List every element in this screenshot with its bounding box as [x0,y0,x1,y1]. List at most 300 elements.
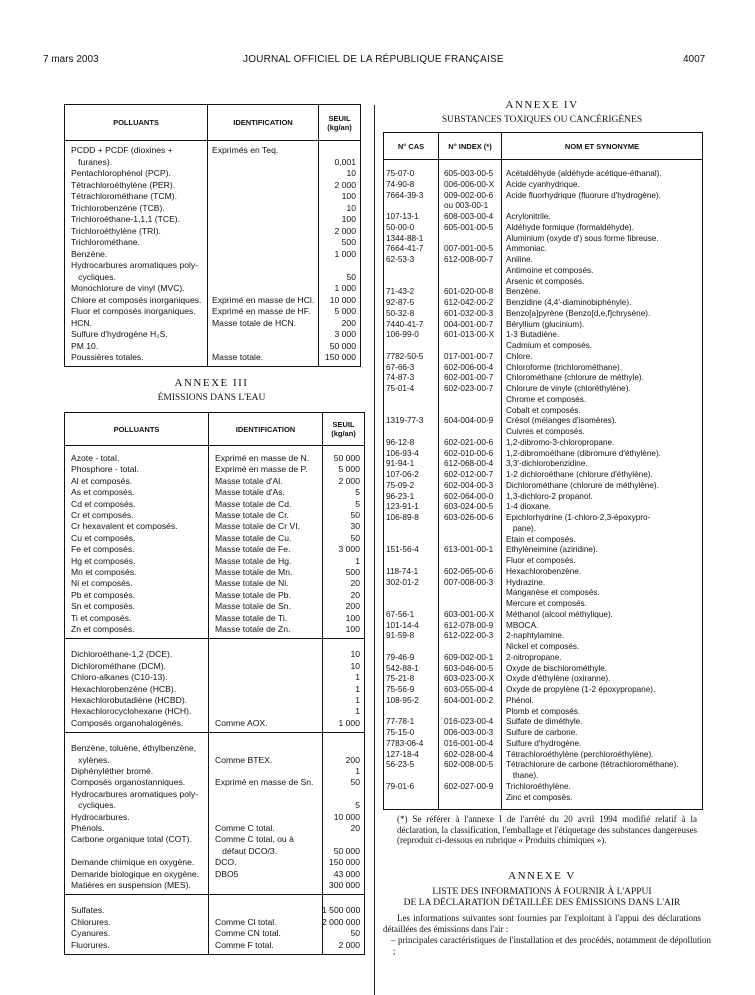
polluant-cell: Azote - total. [71,453,120,463]
header-seuil: SEUIL (kg/an) [327,113,352,132]
polluant-cell: Hexachlorocyclohexane (HCH). [71,706,192,717]
cas-number-cell: 67-66-3 [386,362,415,372]
seuil-cell: 10 [346,168,356,178]
table-row [384,201,702,212]
polluant-cell: Hexachlorobenzène (HCB). [71,683,177,694]
seuil-cell: 5 [355,487,360,498]
polluant-cell: Sulfure d'hydrogène H₂S. [71,329,168,339]
polluant-cell: Sn et composés. [71,601,136,612]
substance-name-cell: Aniline. [506,255,533,264]
substance-name-cell: Acide fluorhydrique (fluorure d'hydrogène). [506,190,661,200]
identification-cell: Comme BTEX. [215,754,273,765]
table-row [65,168,360,179]
substance-name-cell: Chlore. [506,351,533,361]
substance-name-cell: Oxyde d'éthylène (oxiranne). [506,674,611,684]
polluant-cell: Dichlorométhane (DCM). [71,660,167,671]
polluant-cell: Hg et composés. [71,555,136,566]
seuil-cell: 5 000 [338,464,360,475]
group-separator [65,638,364,639]
polluant-cell: Sulfates. [71,905,105,916]
seuil-cell: 20 [350,589,360,600]
index-number-cell: 602-021-00-6 [444,437,494,447]
polluant-cell: Phosphore - total. [71,464,139,475]
table-row [384,416,702,427]
table-row [384,696,702,707]
table-row [384,717,702,728]
seuil-cell: 50 [350,532,360,543]
table-row [384,298,702,309]
seuil-cell: 10 [350,660,360,671]
substance-name-cell: Zinc et composés. [506,792,573,802]
seuil-cell: 1 [355,672,360,683]
table-row [65,649,364,660]
substance-name-cell: Manganèse et composés. [506,588,600,598]
table-row [65,157,360,168]
cas-number-cell: 101-14-4 [386,620,419,630]
table-row [384,707,702,718]
substance-name-cell: Cadmium et composés. [506,341,593,350]
identification-cell: Comme Cl total. [215,916,277,927]
table-row [384,502,702,513]
identification-cell: Masse totale de Mn. [215,567,293,577]
substance-name-cell: Antimoine et composés. [506,265,594,275]
header-date: 7 mars 2003 [43,54,99,65]
substance-name-cell: thane). [506,771,539,780]
polluant-cell: Ti et composés. [71,612,132,623]
seuil-cell: 2 000 000 [322,916,361,927]
index-number-cell: 604-001-00-2 [444,695,494,705]
seuil-cell: 0,001 [334,156,356,167]
group-separator [65,894,364,895]
table-row [65,272,360,283]
substance-name-cell: Oxyde de propylène (1-2 époxypropane). [506,685,656,694]
table-row [384,599,702,610]
seuil-cell: 300 000 [328,880,360,890]
polluant-cell: Demande chimique en oxygène. [71,857,195,868]
index-number-cell: 603-055-00-4 [444,685,494,694]
polluant-cell: Fe et composés. [71,544,135,555]
table-row [384,277,702,288]
table-row [65,812,364,823]
table-row [384,438,702,449]
index-number-cell: 601-020-00-8 [444,287,494,297]
identification-cell: Masse totale de Zn. [215,624,291,634]
identification-cell: Comme C total. [215,823,275,833]
group-separator [65,732,364,733]
substance-name-cell: Aluminium (oxyde d') sous forme fibreuse. [506,233,659,243]
table-row [384,664,702,675]
index-number-cell: 612-068-00-4 [444,459,494,469]
substance-name-cell: Dichlorométhane (chlorure de méthylène). [506,480,659,490]
table-row [65,766,364,777]
substance-name-cell: Hydrazine. [506,577,546,587]
table-row [65,869,364,880]
table-row [384,567,702,578]
cas-number-cell: 92-87-5 [386,298,415,307]
index-number-cell: 016-001-00-4 [444,738,494,748]
table-row [65,295,360,306]
toxic-substances-table [383,132,703,810]
identification-cell: Exprimés en Teq. [212,145,279,155]
table-row [65,214,360,225]
substance-name-cell: Sulfate de diméthyle. [506,717,583,727]
index-number-cell: 006-006-00-X [444,179,495,189]
substance-name-cell: Chloroforme (trichlorométhane). [506,362,623,372]
index-number-cell: 016-023-00-4 [444,717,494,727]
annex-5-bullet: – principales caractéristiques de l'installation et des procédés, notamment de dépollution ; [391,935,711,956]
index-number-cell: 007-001-00-5 [444,244,494,254]
polluant-cell: Dichloroéthane-1,2 (DCE). [71,649,173,660]
table-row [384,406,702,417]
index-number-cell: 604-004-00-9 [444,416,494,426]
table-row [65,940,364,951]
index-number-cell: 602-006-00-4 [444,362,494,372]
substance-name-cell: Trichloroéthylène. [506,781,571,791]
substance-name-cell: Chrome et composés. [506,394,587,404]
substance-name-cell: Ethylèneimine (aziridine). [506,545,598,555]
identification-cell: Masse totale de Ni. [215,578,289,589]
polluant-cell: Trichloroéthylène (TRI). [71,225,161,236]
polluant-cell: Fluorures. [71,939,110,950]
substance-name-cell: MBOCA. [506,620,539,630]
seuil-cell: 2 000 [334,225,356,236]
cas-number-cell: 542-88-1 [386,663,419,673]
polluant-cell: Zn et composés. [71,624,135,634]
polluant-cell: Pentachlorophénol (PCP). [71,168,171,178]
cas-number-cell: 127-18-4 [386,749,419,759]
substance-name-cell: Etain et composés. [506,534,576,544]
table-row [65,237,360,248]
table-row [65,521,364,532]
header-identification: IDENTIFICATION [235,424,296,434]
seuil-cell: 1 [355,555,360,566]
table-row [384,653,702,664]
annex-5-subtitle-2: DE LA DÉCLARATION DÉTAILLÉE DES ÉMISSIONS DANS L'AIR [403,898,681,908]
index-number-cell: 609-002-00-1 [444,652,494,662]
cas-number-cell: 123-91-1 [386,502,419,512]
index-number-cell: 602-028-00-4 [444,749,494,759]
seuil-cell: 200 [345,754,360,765]
table-row [65,672,364,683]
table-row [384,760,702,771]
index-number-cell: 603-046-00-5 [444,663,494,673]
cas-number-cell: 75-21-8 [386,674,415,684]
air-emissions-table [64,104,361,367]
table-row [384,642,702,653]
polluant-cell: Trichlorobenzène (TCB). [71,202,165,213]
table-row [384,513,702,524]
substance-name-cell: Plomb et composés. [506,706,581,716]
table-row [384,169,702,180]
index-number-cell: 608-003-00-4 [444,212,494,221]
table-row [65,880,364,891]
seuil-cell: 20 [350,578,360,589]
polluant-cell: Chloro-alkanes (C10-13). [71,672,168,683]
seuil-cell: 150 000 [328,857,360,868]
cas-number-cell: 75-01-4 [386,384,415,393]
table-row [384,287,702,298]
polluant-cell: Trichloroéthane-1,1,1 (TCE). [71,214,181,224]
index-number-cell: 601-013-00-X [444,330,495,340]
seuil-cell: 10 000 [329,294,356,305]
table-row [384,223,702,234]
cas-number-cell: 67-56-1 [386,609,415,619]
seuil-cell: 100 [345,624,360,634]
seuil-cell: 5 [355,800,360,811]
index-number-cell: 004-001-00-7 [444,319,494,329]
index-number-cell: 603-023-00-X [444,674,495,684]
substance-name-cell: Benzo[a]pyrène (Benzo[d,e,f]chrysène). [506,308,651,318]
page-number: 4007 [683,54,706,65]
substance-name-cell: Ammoniac. [506,244,547,254]
substance-name-cell: 3,3'-dichlorobenzidine. [506,459,588,469]
seuil-cell: 43 000 [333,868,360,879]
index-number-cell: 602-064-00-0 [444,491,494,501]
cas-number-cell: 74-87-3 [386,373,415,383]
substance-name-cell: Benzène. [506,287,541,297]
polluant-cell: Hexachlorobutadiène (HCBD). [71,695,188,705]
cas-number-cell: 96-12-8 [386,437,415,447]
cas-number-cell: 7664-41-7 [386,244,424,254]
seuil-cell: 500 [341,237,356,247]
table-row [65,226,360,237]
seuil-cell: 500 [345,567,360,577]
cas-number-cell: 151-56-4 [386,545,419,555]
polluant-cell: HCN. [71,317,93,328]
identification-cell: Exprimé en masse de N. [215,453,310,463]
identification-cell: Exprimé en masse de HF. [212,306,311,316]
cas-number-cell: 71-43-2 [386,287,415,297]
table-row [384,793,702,804]
table-row [384,750,702,761]
identification-cell: Masse totale de Cd. [215,498,292,509]
seuil-cell: 50 000 [333,453,360,463]
substance-name-cell: Béryllium (glucinium). [506,319,585,329]
polluant-cell: PCDD + PCDF (dioxines + [71,145,173,155]
index-number-cell: 612-008-00-7 [444,255,494,264]
index-number-cell: 613-001-00-1 [444,545,494,555]
index-number-cell: 601-032-00-3 [444,308,494,318]
substance-name-cell: Oxyde de bischlorométhyle. [506,663,608,673]
substance-name-cell: Mercure et composés. [506,599,587,608]
polluant-cell: PM 10. [71,340,99,351]
table-row [384,373,702,384]
table-row [65,661,364,672]
seuil-cell: 2 000 [338,939,360,950]
index-number-cell: 612-042-00-2 [444,298,494,307]
footnote: (*) Se référer à l'annexe I de l'arrêté du 20 avril 1994 modifié relatif à la déclaration, la classification, l'emballage et l'étiquetage des substances dangereuses (reproduit ci-dessous en rubrique « Produits chimiques »). [397,814,697,845]
cas-number-cell: 107-13-1 [386,212,419,221]
header-nom: NOM ET SYNONYME [564,141,640,151]
water-emissions-table [64,412,365,955]
table-row [65,613,364,624]
table-row [65,464,364,475]
table-row [65,834,364,845]
substance-name-cell: Chlorométhane (chlorure de méthyle). [506,373,644,383]
identification-cell: DCO. [215,857,237,868]
table-row [384,352,702,363]
identification-cell: Comme F total. [215,939,274,950]
table-row [65,453,364,464]
table-row [65,777,364,788]
seuil-cell: 3 000 [338,544,360,555]
identification-cell: Masse totale de Cr VI. [215,521,301,532]
substance-name-cell: Tétrachlorure de carbone (tétrachlorométhane). [506,760,679,770]
identification-cell: Masse totale de Pb. [215,589,291,600]
seuil-cell: 30 [350,521,360,532]
identification-cell: Masse totale de Ti. [215,612,288,623]
identification-cell: Masse totale de Fe. [215,544,291,555]
polluant-cell: Phénols. [71,823,105,833]
table-row [384,535,702,546]
polluant-cell: Mn et composés. [71,567,137,577]
seuil-cell: 1 [355,695,360,705]
identification-cell: Masse totale d'Al. [215,475,283,486]
polluant-cell: Diphényléther bromé. [71,766,154,776]
table-row [384,545,702,556]
table-row [384,621,702,632]
table-row [65,180,360,191]
cas-number-cell: 91-59-8 [386,631,415,641]
substance-name-cell: Arsenic et composés. [506,276,585,286]
substance-name-cell: Méthanol (alcool méthylique). [506,609,613,619]
index-number-cell: 603-001-00-X [444,609,495,619]
table-row [65,533,364,544]
substance-name-cell: Hexachlorobenzène. [506,566,582,576]
seuil-cell: 1 [355,766,360,776]
table-row [65,755,364,766]
polluant-cell: Monochlorure de vinyl (MVC). [71,283,185,293]
cas-number-cell: 1344-88-1 [386,233,424,243]
seuil-cell: 200 [341,317,356,328]
seuil-cell: 10 [350,649,360,660]
polluant-cell: Chlore et composés inorganiques. [71,294,202,305]
table-header [65,105,360,141]
table-header [65,413,364,446]
cas-number-cell: 118-74-1 [386,566,419,576]
polluant-cell: Benzène, toluène, éthylbenzène, [71,743,197,754]
cas-number-cell: 302-01-2 [386,577,419,587]
annex-5-title: ANNEXE V [508,870,576,882]
table-row [384,631,702,642]
cas-number-cell: 106-93-4 [386,448,419,458]
substance-name-cell: 1-4 dioxane. [506,502,552,512]
substance-name-cell: Benzidine (4,4'-diaminobiphényle). [506,298,632,307]
table-row [384,470,702,481]
identification-cell: Comme C total, ou à [215,834,294,845]
table-row [65,487,364,498]
identification-cell: Masse totale de HCN. [212,317,297,328]
header-cas: N° CAS [397,141,425,151]
seuil-cell: 1 000 [338,717,360,728]
table-row [65,846,364,857]
cas-number-cell: 79-01-6 [386,781,415,791]
substance-name-cell: Fluor et composés. [506,556,576,565]
index-number-cell: 602-004-00-3 [444,480,494,490]
index-number-cell: 009-002-00-6 [444,190,494,200]
polluant-cell: Cd et composés. [71,498,136,509]
table-row [65,191,360,202]
seuil-cell: 50 [350,777,360,788]
identification-cell: Masse totale. [212,352,264,362]
polluant-cell: Matières en suspension (MES). [71,880,191,890]
table-row [384,384,702,395]
index-number-cell: 602-010-00-6 [444,448,494,458]
seuil-cell: 100 [345,612,360,623]
table-row [65,601,364,612]
cas-number-cell: 79-46-9 [386,652,415,662]
cas-number-cell: 62-53-3 [386,255,415,264]
cas-number-cell: 75-15-0 [386,728,415,737]
header-identification: IDENTIFICATION [233,118,293,127]
polluant-cell: Chlorures. [71,916,111,927]
index-number-cell: 605-001-00-5 [444,222,494,232]
table-row [384,459,702,470]
substance-name-cell: Cuivres et composés. [506,427,585,436]
polluant-cell: Al et composés. [71,475,133,486]
table-row [384,739,702,750]
annex-4-title: ANNEXE IV [505,99,579,111]
table-row [384,266,702,277]
annex-5-subtitle-1: LISTE DES INFORMATIONS À FOURNIR À L'APPUI [432,887,652,897]
table-row [65,928,364,939]
index-number-cell: 603-026-00-6 [444,513,494,522]
substance-name-cell: Epichlorhydrine (1-chloro-2,3-époxypro- [506,513,651,522]
polluant-cell: As et composés. [71,487,135,498]
table-row [65,544,364,555]
table-row [65,684,364,695]
table-header [384,133,702,160]
substance-name-cell: Crésol (mélanges d'isomères). [506,416,617,426]
table-row [384,685,702,696]
seuil-cell: 1 [355,706,360,717]
substance-name-cell: 2-nitropropane. [506,652,562,662]
table-row [65,329,360,340]
table-row [65,499,364,510]
identification-cell: Exprimé en masse de HCl. [212,294,315,305]
substance-name-cell: Sulfure d'hydrogène. [506,738,582,748]
table-row [384,524,702,535]
polluant-cell: Trichlorométhane. [71,237,140,247]
cas-number-cell: 75-09-2 [386,480,415,490]
index-number-cell: 602-008-00-5 [444,760,494,770]
table-row [384,588,702,599]
cas-number-cell: 1319-77-3 [386,416,424,426]
table-row [65,318,360,329]
table-row [65,260,360,271]
polluant-cell: Carbone organique total (COT). [71,834,192,845]
header-polluants: POLLUANTS [113,118,159,127]
seuil-cell: 150 000 [324,352,356,362]
cas-number-cell: 7664-39-3 [386,190,424,200]
seuil-cell: 3 000 [334,329,356,339]
index-number-cell: 602-065-00-6 [444,566,494,576]
polluant-cell: xylènes. [71,754,110,765]
substance-name-cell: 2-naphtylamine. [506,631,565,641]
seuil-cell: 1 500 000 [322,905,361,916]
cas-number-cell: 56-23-5 [386,760,415,770]
table-row [384,244,702,255]
substance-name-cell: Aldéhyde formique (formaldéhyde). [506,222,634,232]
table-row [65,823,364,834]
seuil-cell: 5 000 [334,306,356,316]
seuil-cell: 50 [350,928,360,939]
seuil-cell: 50 [350,510,360,520]
seuil-cell: 50 000 [333,845,360,856]
cas-number-cell: 96-23-1 [386,491,415,501]
header-polluants: POLLUANTS [113,424,160,434]
table-row [65,695,364,706]
